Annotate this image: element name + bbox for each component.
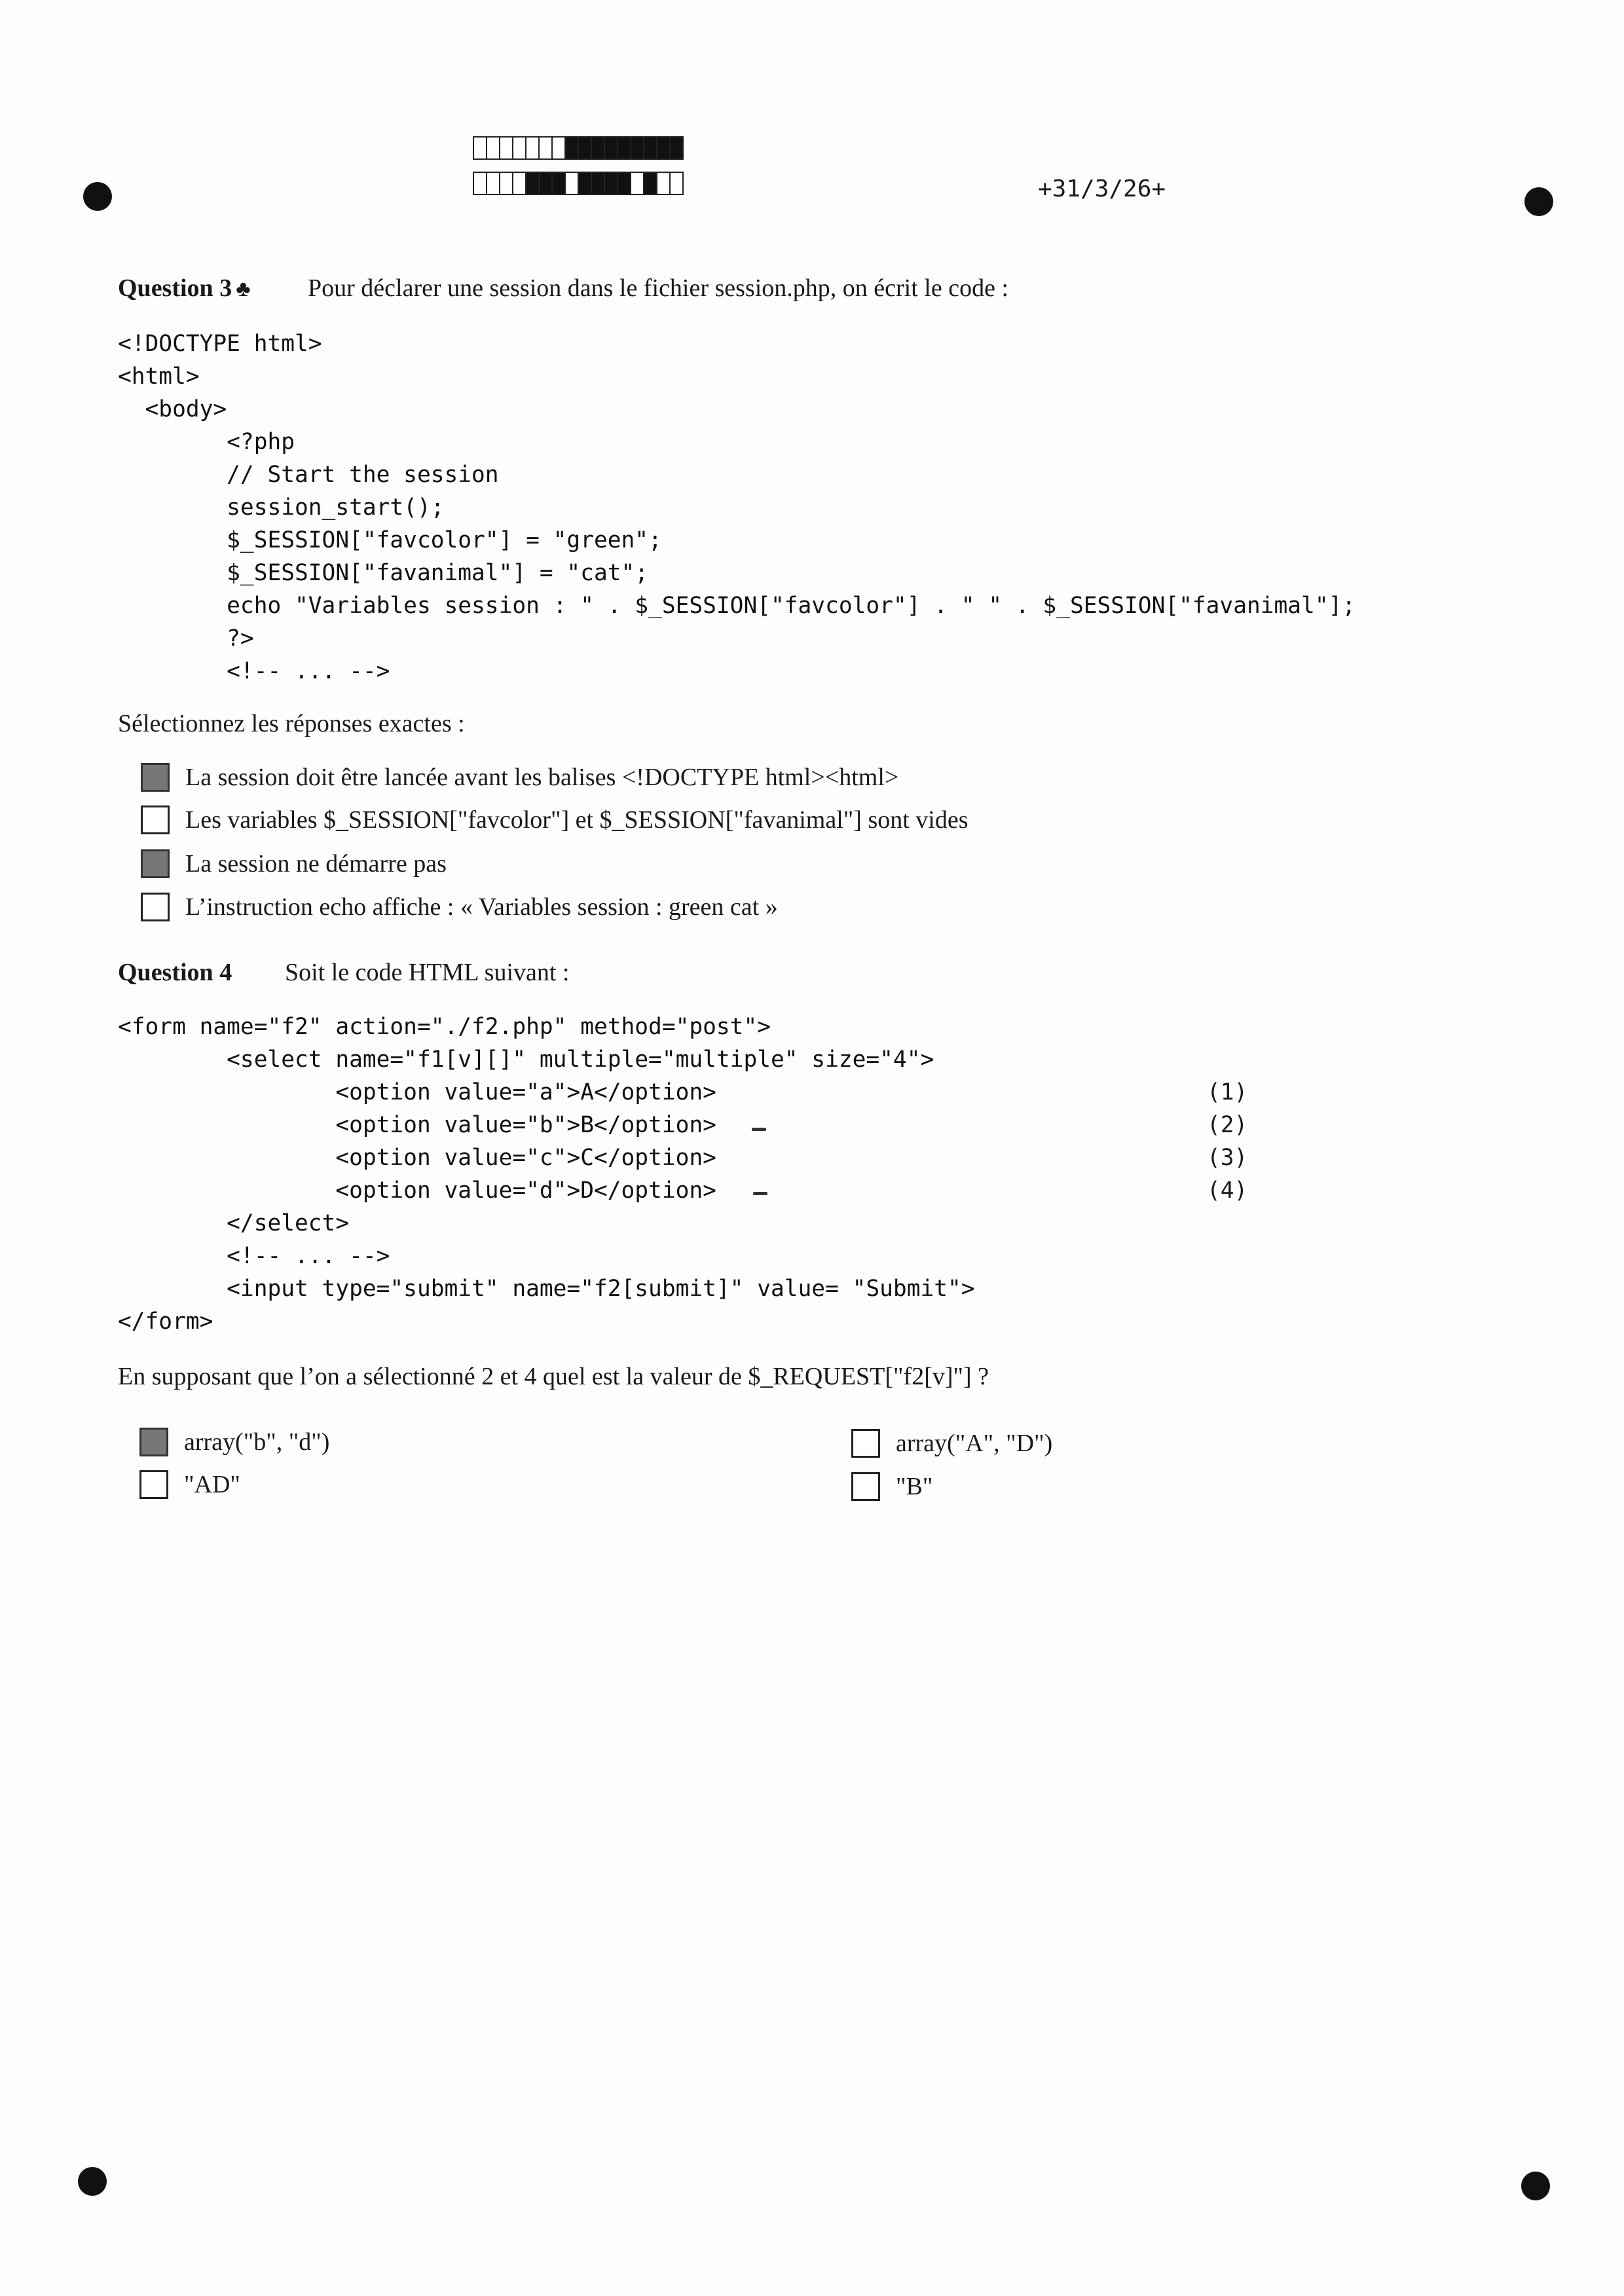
barcode-cell — [669, 136, 684, 160]
q4-choice-4-text: "B" — [896, 1473, 933, 1500]
question-3-prompt: Pour déclarer une session dans le fichier session.php, on écrit le code : — [308, 274, 1009, 302]
barcode-cell — [604, 172, 618, 195]
q3-choice-3-text: La session ne démarre pas — [185, 850, 447, 878]
barcode-row-1 — [473, 136, 682, 160]
question-4-prompt: Soit le code HTML suivant : — [285, 959, 570, 986]
question-4-question: En supposant que l’on a sélectionné 2 et 4 quel est la valeur de $_REQUEST["f2[v]"] ? — [118, 1363, 989, 1390]
q3-choice-1-text: La session doit être lancée avant les balises <!DOCTYPE html><html> — [185, 764, 899, 791]
barcode-cell — [578, 136, 592, 160]
barcode-cell — [617, 136, 631, 160]
q3-choice-2[interactable] — [141, 805, 969, 834]
pencil-tick-mark — [752, 1128, 766, 1131]
barcode-cell — [656, 136, 671, 160]
barcode-cell — [564, 172, 579, 195]
barcode-cell — [591, 172, 605, 195]
barcode-cell — [564, 136, 579, 160]
checkbox-checked[interactable] — [141, 849, 170, 878]
barcode-cell — [630, 172, 644, 195]
barcode-cell — [499, 136, 513, 160]
q4-choice-3-text: "AD" — [184, 1471, 240, 1498]
barcode-cell — [525, 136, 540, 160]
barcode-cell — [604, 136, 618, 160]
barcode-row-2 — [473, 172, 682, 195]
exam-id: +31/3/26+ — [1038, 176, 1166, 202]
question-4-header — [118, 958, 570, 987]
barcode-cell — [499, 172, 513, 195]
barcode-cell — [512, 172, 526, 195]
barcode-cell — [512, 136, 526, 160]
checkbox-checked[interactable] — [139, 1428, 168, 1456]
q4-choice-2-text: array("A", "D") — [896, 1430, 1053, 1457]
barcode-cell — [486, 172, 500, 195]
barcode-cell — [538, 136, 553, 160]
barcode-cell — [486, 136, 500, 160]
corner-mark-bottom-right — [1521, 2172, 1550, 2200]
checkbox[interactable] — [851, 1472, 880, 1501]
checkbox[interactable] — [139, 1470, 168, 1499]
barcode-cell — [591, 136, 605, 160]
barcode-cell — [630, 136, 644, 160]
q4-choice-3[interactable] — [139, 1470, 240, 1499]
barcode-cell — [551, 172, 566, 195]
barcode-cell — [643, 172, 657, 195]
q4-choice-1[interactable] — [139, 1428, 329, 1456]
q4-choice-4[interactable] — [851, 1472, 932, 1501]
q4-choice-1-text: array("b", "d") — [184, 1428, 330, 1456]
question-4-code: <form name="f2" action="./f2.php" method="post"> <select name="f1[v][]" multiple="multiple" size="4"> <option value="a">A</option> <option value="b">B</option> <option value="c">C</option> <option value="d">D</option> </select> <!-- ... --> <input type="submit" name="f2[submit]" value= "Submit"> </form> — [118, 1014, 975, 1335]
checkbox-checked[interactable] — [141, 763, 170, 792]
barcode-cell — [656, 172, 671, 195]
question-3-code: <!DOCTYPE html> <html> <body> <?php // Start the session session_start(); $_SESSION["favcolor"] = "green"; $_SESSION["favanimal"] = "cat"; echo "Variables session : " . $_SESSION["favcolor"] . " " . $_SESSION["favanimal"]; ?> <!-- ... --> — [118, 331, 1356, 684]
barcode-cell — [551, 136, 566, 160]
barcode-cell — [473, 172, 487, 195]
checkbox[interactable] — [141, 893, 170, 921]
q4-choice-2[interactable] — [851, 1429, 1052, 1458]
question-4-line-numbers: (1) (2) (3) (4) — [1207, 1079, 1248, 1204]
barcode-cell — [525, 172, 540, 195]
q3-choice-2-text: Les variables $_SESSION["favcolor"] et $_SESSION["favanimal"] sont vides — [185, 806, 969, 834]
corner-mark-top-left — [83, 182, 112, 211]
barcode-cell — [578, 172, 592, 195]
question-4-label: Question 4 — [118, 959, 232, 986]
question-3-label: Question 3 — [118, 274, 232, 302]
barcode-cell — [473, 136, 487, 160]
q3-choice-4[interactable] — [141, 893, 778, 921]
club-icon: ♣ — [236, 277, 251, 301]
checkbox[interactable] — [851, 1429, 880, 1458]
corner-mark-top-right — [1524, 187, 1553, 216]
corner-mark-bottom-left — [78, 2167, 107, 2196]
pencil-tick-mark — [753, 1192, 767, 1195]
q3-choice-4-text: L’instruction echo affiche : « Variables session : green cat » — [185, 893, 778, 921]
q3-choice-3[interactable] — [141, 849, 447, 878]
barcode-cell — [617, 172, 631, 195]
checkbox[interactable] — [141, 805, 170, 834]
question-3-instruction: Sélectionnez les réponses exactes : — [118, 710, 465, 737]
barcode-cell — [538, 172, 553, 195]
barcode-cell — [669, 172, 684, 195]
q3-choice-1[interactable] — [141, 763, 898, 792]
barcode-cell — [643, 136, 657, 160]
question-3-header — [118, 274, 1009, 303]
